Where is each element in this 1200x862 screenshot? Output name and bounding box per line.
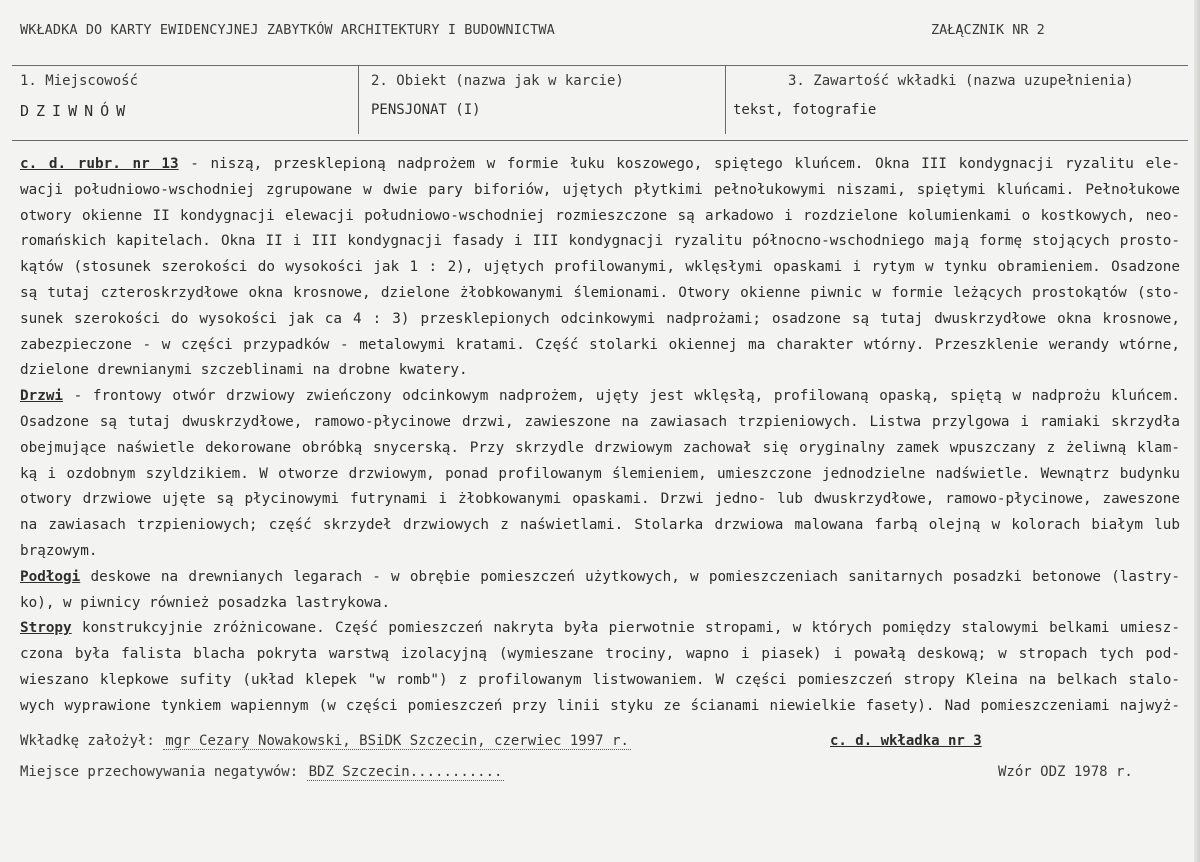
line-text: deskowe na drewnianych legarach - w obrębie pomieszczeń użytkowych, w pomieszczeniach sanitarnych posadzki betonowe (lastry- xyxy=(80,568,1180,585)
contents-value: tekst, fotografie xyxy=(733,102,877,118)
table-top-border xyxy=(12,65,1188,66)
locality-label: 1. Miejscowość xyxy=(20,73,139,89)
line-text: - niszą, przesklepioną nadprożem w formie łuku koszowego, spiętego kluńcem. Okna III kondygnacji ryzalitu ele- xyxy=(178,156,1180,172)
line-text: czona była falista blacha pokryta warstwą izolacyjną (wymieszane trociny, wapno i piasek) i powałą deskową; w stropach tych pod- xyxy=(20,646,1180,663)
line-text: otwory drzwiowe ujęte są płycinowymi futrynami i żłobkowanymi opaskami. Drzwi jedno- lub dwuskrzydłowe, ramowo-płycinowe, zaweszone xyxy=(20,491,1180,508)
text-line xyxy=(20,281,1180,307)
author-line xyxy=(20,733,631,749)
text-line xyxy=(20,591,1180,617)
line-text: wych wyprawione tynkiem wapiennym (w części pomieszczeń przy linii styku ze ścianami niewielkie fasety). Nad pomieszczeniami najwyż- xyxy=(20,697,1180,714)
section-heading: Podłogi xyxy=(20,568,81,585)
text-line xyxy=(20,178,1180,204)
text-line xyxy=(20,229,1180,255)
line-text: - frontowy otwór drzwiowy zwieńczony odcinkowym nadprożem, ujęty jest wklęsłą, profilowaną opaską, spiętą w nadprożu kluńcem. xyxy=(63,388,1180,405)
text-line xyxy=(20,436,1180,462)
line-text: są tutaj czteroskrzydłowe okna krosnowe, dzielone żłobkowanymi ślemionami. Otwory okienne piwnic w formie leżących prostokątów (sto- xyxy=(20,284,1180,301)
text-line xyxy=(20,152,1180,178)
section-heading: Stropy xyxy=(20,620,72,637)
line-text: romańskich kapitelach. Okna II i III kondygnacji fasady i III kondygnacji ryzalitu północno-wschodniego mają formę stojących prosto- xyxy=(20,233,1180,250)
table-bottom-border xyxy=(12,140,1188,141)
description-text xyxy=(20,152,1180,720)
storage-line xyxy=(20,764,504,780)
attachment-number: ZAŁĄCZNIK NR 2 xyxy=(931,22,1045,38)
line-text: obejmujące naświetle dekorowane obróbką snycerską. Przy skrzydle drzwiowym zachował się oryginalny zamek wpuszczany z żeliwną klam- xyxy=(20,439,1180,456)
text-line xyxy=(20,410,1180,436)
text-line xyxy=(20,642,1180,668)
section-heading: c. d. rubr. nr 13 xyxy=(20,156,179,172)
line-text: konstrukcyjnie zróżnicowane. Część pomieszczeń nakryta była pierwotnie stropami, w których pomiędzy stalowymi belkami umiesz- xyxy=(71,620,1180,637)
author-label: Wkładkę założył: xyxy=(20,733,155,749)
line-text: kątów (stosunek szerokości do wysokości jak 1 : 2), ujętych profilowanymi, wklęsłymi opaskami i rytym w tynku obramieniem. Osadzone xyxy=(20,259,1180,276)
line-text: wieszano klepkowe sufity (układ klepek "w romb") z profilowanym listwowaniem. W części pomieszczeń stropy Kleina na belkach stalo- xyxy=(20,671,1180,688)
author-value: mgr Cezary Nowakowski, BSiDK Szczecin, czerwiec 1997 r. xyxy=(165,733,629,749)
column-divider-1 xyxy=(358,66,359,134)
text-line xyxy=(20,462,1180,488)
text-line xyxy=(20,694,1180,720)
text-line xyxy=(20,307,1180,333)
card-title: WKŁADKA DO KARTY EWIDENCYJNEJ ZABYTKÓW ARCHITEKTURY I BUDOWNICTWA xyxy=(20,22,555,38)
line-text: sunek szerokości do wysokości jak ca 4 : 3) przesklepionych odcinkowymi nadprożami; osadzone są tutaj dwuskrzydłowe okna krosnowe, xyxy=(20,310,1180,327)
column-divider-2 xyxy=(725,66,726,134)
line-text: wacji południowo-wschodniej zgrupowane w dwie pary biforiów, ujętych płytkimi pełnołukowymi niszami, spiętymi kluńcami. Pełnołukowe xyxy=(20,181,1180,198)
line-text: ką i ozdobnym szyldzikiem. W otworze drzwiowym, ponad profilowanym ślemieniem, umieszczone jednodzielne nadświetle. Wewnątrz budynku xyxy=(20,465,1180,482)
line-text: otwory okienne II kondygnacji elewacji południowo-wschodniej rozmieszczone są arkadowo i rozdzielone kolumienkami o kostkowych, neo- xyxy=(20,207,1180,224)
line-text: brązowym. xyxy=(20,542,98,559)
line-text: Osadzone są tutaj dwuskrzydłowe, ramowo-płycinowe drzwi, zawieszone na zawiasach trzpieniowych. Listwa przylgowa i ramiaki skrzydła xyxy=(20,413,1180,430)
locality-value: DZIWNÓW xyxy=(20,102,133,120)
form-model: Wzór ODZ 1978 r. xyxy=(998,764,1133,780)
section-heading: Drzwi xyxy=(20,388,64,405)
text-line xyxy=(20,616,1180,642)
storage-label: Miejsce przechowywania negatywów: xyxy=(20,764,299,780)
text-line xyxy=(20,333,1180,359)
text-line xyxy=(20,513,1180,539)
text-line xyxy=(20,204,1180,230)
text-line xyxy=(20,565,1180,591)
object-label: 2. Obiekt (nazwa jak w karcie) xyxy=(371,73,624,89)
text-line xyxy=(20,384,1180,410)
text-line xyxy=(20,358,1180,384)
text-line xyxy=(20,668,1180,694)
continued-reference: c. d. wkładka nr 3 xyxy=(830,733,982,749)
storage-value: BDZ Szczecin........... xyxy=(308,764,503,780)
paper-edge xyxy=(1194,0,1200,862)
line-text: zabezpieczone - w części przypadków - metalowymi kratami. Część stolarki okiennej ma charakter wtórny. Przeszklenie werandy wtórne, xyxy=(20,336,1180,353)
contents-label: 3. Zawartość wkładki (nazwa uzupełnienia) xyxy=(788,73,1134,89)
text-line xyxy=(20,487,1180,513)
text-line xyxy=(20,539,1180,565)
line-text: ko), w piwnicy również posadzka lastrykowa. xyxy=(20,594,391,611)
text-line xyxy=(20,255,1180,281)
line-text: dzielone drewnianymi szczeblinami na drobne kwatery. xyxy=(20,362,468,379)
line-text: na zawiasach trzpieniowych; część skrzydeł drzwiowych z naświetlami. Stolarka drzwiowa malowana farbą olejną w kolorach białym lub xyxy=(20,517,1180,534)
object-value: PENSJONAT (I) xyxy=(371,102,481,118)
